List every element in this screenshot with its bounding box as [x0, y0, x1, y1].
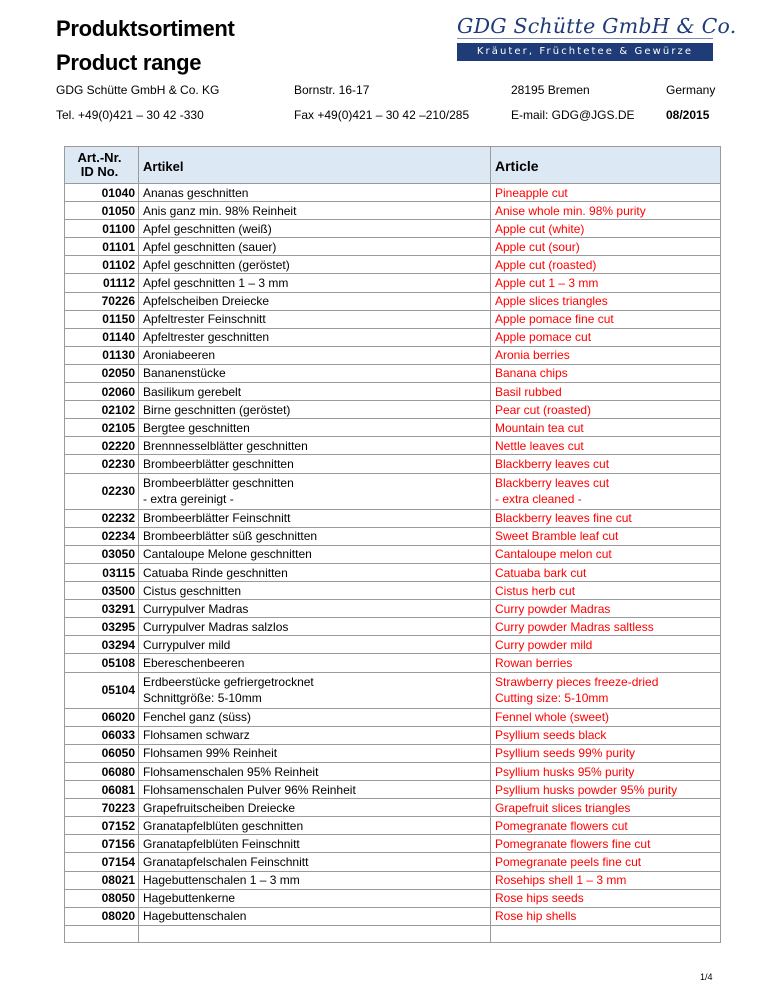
table-row — [65, 292, 721, 310]
table-row — [65, 708, 721, 726]
table-row — [65, 364, 721, 382]
article-german-cell: Bananenstücke — [139, 364, 491, 382]
contact-fax: Fax +49(0)421 – 30 42 –210/285 — [294, 108, 470, 122]
article-english-cell: Grapefruit slices triangles — [491, 799, 721, 817]
article-english-cell: Catuaba bark cut — [491, 563, 721, 581]
table-row — [65, 256, 721, 274]
article-number-cell: 07154 — [65, 853, 139, 871]
table-row — [65, 419, 721, 437]
article-german-cell: Granatapfelblüten geschnitten — [139, 817, 491, 835]
article-german-cell: Hagebuttenschalen 1 – 3 mm — [139, 871, 491, 889]
article-number-cell: 02105 — [65, 419, 139, 437]
article-german-cell: Ebereschenbeeren — [139, 654, 491, 672]
article-english-cell: Rowan berries — [491, 654, 721, 672]
article-number-cell: 02050 — [65, 364, 139, 382]
table-row — [65, 220, 721, 238]
table-row — [65, 907, 721, 925]
contact-city: 28195 Bremen — [511, 83, 590, 97]
article-english-cell: Curry powder mild — [491, 636, 721, 654]
article-english-cell: Apple cut (sour) — [491, 238, 721, 256]
header-nr-line2: ID No. — [80, 164, 119, 179]
article-number-cell: 03115 — [65, 563, 139, 581]
article-number-cell: 02230 — [65, 473, 139, 509]
table-row — [65, 618, 721, 636]
article-german-cell: Flohsamen 99% Reinheit — [139, 744, 491, 762]
article-number-cell: 03295 — [65, 618, 139, 636]
article-english-cell: Psyllium husks 95% purity — [491, 763, 721, 781]
article-number-cell: 02230 — [65, 455, 139, 473]
article-german-cell: Apfelscheiben Dreiecke — [139, 292, 491, 310]
article-number-cell: 02220 — [65, 437, 139, 455]
article-english-cell: Cistus herb cut — [491, 582, 721, 600]
article-english-cell: Pomegranate flowers fine cut — [491, 835, 721, 853]
article-english-cell: Fennel whole (sweet) — [491, 708, 721, 726]
article-german-cell: Hagebuttenschalen — [139, 907, 491, 925]
article-english-cell: Mountain tea cut — [491, 419, 721, 437]
article-number-cell: 06050 — [65, 744, 139, 762]
article-english-cell: Nettle leaves cut — [491, 437, 721, 455]
empty-table-row — [65, 925, 721, 942]
table-row — [65, 184, 721, 202]
article-english-cell: Rosehips shell 1 – 3 mm — [491, 871, 721, 889]
table-row — [65, 310, 721, 328]
article-english-line2: Cutting size: 5-10mm — [495, 691, 609, 706]
article-german-cell: Fenchel ganz (süss) — [139, 708, 491, 726]
table-row — [65, 328, 721, 346]
article-german-cell: Basilikum gerebelt — [139, 383, 491, 401]
article-english-line1: Strawberry pieces freeze-dried — [495, 675, 659, 690]
article-english-cell: Anise whole min. 98% purity — [491, 202, 721, 220]
article-number-cell: 03294 — [65, 636, 139, 654]
article-german-cell: Granatapfelblüten Feinschnitt — [139, 835, 491, 853]
article-number-cell: 01140 — [65, 328, 139, 346]
article-german-cell: Apfel geschnitten 1 – 3 mm — [139, 274, 491, 292]
table-row — [65, 473, 721, 509]
article-number-cell: 02232 — [65, 509, 139, 527]
article-english-cell: Pineapple cut — [491, 184, 721, 202]
article-english-cell: Basil rubbed — [491, 383, 721, 401]
article-german-cell: Brombeerblätter süß geschnitten — [139, 527, 491, 545]
article-english-cell: Blackberry leaves cut — [491, 455, 721, 473]
article-german-cell: Flohsamenschalen 95% Reinheit — [139, 763, 491, 781]
article-german-cell: Brombeerblätter geschnitten — [139, 455, 491, 473]
article-english-line2: - extra cleaned - — [495, 492, 582, 507]
article-english-cell: Apple pomace cut — [491, 328, 721, 346]
article-german-cell: Apfeltrester geschnitten — [139, 328, 491, 346]
article-number-cell: 02102 — [65, 401, 139, 419]
page-number: 1/4 — [700, 972, 713, 982]
article-english-cell: Apple cut 1 – 3 mm — [491, 274, 721, 292]
header-nr-line1: Art.-Nr. — [77, 150, 122, 165]
article-number-cell: 05104 — [65, 672, 139, 708]
article-german-cell: Currypulver Madras — [139, 600, 491, 618]
table-row — [65, 582, 721, 600]
article-german-cell — [139, 473, 491, 509]
article-number-cell: 08020 — [65, 907, 139, 925]
article-german-line1: Brombeerblätter geschnitten — [143, 476, 294, 491]
logo-company-name: GDG Schütte GmbH & Co. — [457, 14, 737, 38]
table-row — [65, 654, 721, 672]
table-row — [65, 527, 721, 545]
table-row — [65, 871, 721, 889]
article-english-cell: Banana chips — [491, 364, 721, 382]
table-row — [65, 763, 721, 781]
article-german-cell: Flohsamen schwarz — [139, 726, 491, 744]
article-english-cell: Psyllium seeds 99% purity — [491, 744, 721, 762]
article-german-cell: Apfeltrester Feinschnitt — [139, 310, 491, 328]
article-german-cell: Birne geschnitten (geröstet) — [139, 401, 491, 419]
table-row — [65, 636, 721, 654]
article-english-cell: Pomegranate peels fine cut — [491, 853, 721, 871]
article-german-line2: - extra gereinigt - — [143, 492, 234, 507]
article-english-cell: Cantaloupe melon cut — [491, 545, 721, 563]
article-number-cell: 01050 — [65, 202, 139, 220]
table-row — [65, 781, 721, 799]
article-german-cell: Cistus geschnitten — [139, 582, 491, 600]
article-english-cell: Apple cut (white) — [491, 220, 721, 238]
article-number-cell: 06020 — [65, 708, 139, 726]
article-german-cell: Brennnesselblätter geschnitten — [139, 437, 491, 455]
article-number-cell: 01100 — [65, 220, 139, 238]
table-row — [65, 238, 721, 256]
table-row — [65, 455, 721, 473]
article-german-cell: Currypulver Madras salzlos — [139, 618, 491, 636]
article-german-cell: Catuaba Rinde geschnitten — [139, 563, 491, 581]
article-english-cell: Apple slices triangles — [491, 292, 721, 310]
table-row — [65, 545, 721, 563]
article-number-cell: 01112 — [65, 274, 139, 292]
article-english-cell: Blackberry leaves fine cut — [491, 509, 721, 527]
contact-company: GDG Schütte GmbH & Co. KG — [56, 83, 220, 97]
article-number-cell: 07152 — [65, 817, 139, 835]
document-date: 08/2015 — [666, 108, 710, 122]
article-number-cell: 01101 — [65, 238, 139, 256]
contact-street: Bornstr. 16-17 — [294, 83, 370, 97]
article-german-line2: Schnittgröße: 5-10mm — [143, 691, 262, 706]
article-number-cell: 01130 — [65, 346, 139, 364]
article-german-line1: Erdbeerstücke gefriergetrocknet — [143, 675, 314, 690]
article-german-cell: Brombeerblätter Feinschnitt — [139, 509, 491, 527]
table-row — [65, 563, 721, 581]
article-english-cell: Pomegranate flowers cut — [491, 817, 721, 835]
article-english-cell: Psyllium husks powder 95% purity — [491, 781, 721, 799]
table-row — [65, 817, 721, 835]
table-row — [65, 383, 721, 401]
article-german-cell: Cantaloupe Melone geschnitten — [139, 545, 491, 563]
logo-tagline: Kräuter, Früchtetee & Gewürze — [457, 43, 713, 61]
article-number-cell: 01040 — [65, 184, 139, 202]
article-german-cell: Aroniabeeren — [139, 346, 491, 364]
table-row — [65, 202, 721, 220]
article-german-cell: Apfel geschnitten (weiß) — [139, 220, 491, 238]
article-german-cell: Grapefruitscheiben Dreiecke — [139, 799, 491, 817]
table-row — [65, 274, 721, 292]
table-row — [65, 346, 721, 364]
article-number-cell: 06080 — [65, 763, 139, 781]
table-row — [65, 401, 721, 419]
table-row — [65, 853, 721, 871]
article-english-cell: Pear cut (roasted) — [491, 401, 721, 419]
table-row — [65, 509, 721, 527]
article-number-cell: 70223 — [65, 799, 139, 817]
article-german-cell: Apfel geschnitten (geröstet) — [139, 256, 491, 274]
article-english-line1: Blackberry leaves cut — [495, 476, 610, 491]
article-english-cell: Apple pomace fine cut — [491, 310, 721, 328]
article-english-cell: Curry powder Madras saltless — [491, 618, 721, 636]
article-german-cell: Flohsamenschalen Pulver 96% Reinheit — [139, 781, 491, 799]
article-number-cell: 70226 — [65, 292, 139, 310]
page-title-english: Product range — [56, 50, 202, 75]
empty-cell — [139, 925, 491, 942]
header-article-english: Article — [491, 147, 721, 184]
article-number-cell: 02060 — [65, 383, 139, 401]
contact-country: Germany — [666, 83, 716, 97]
table-row — [65, 889, 721, 907]
article-number-cell: 01102 — [65, 256, 139, 274]
table-row — [65, 600, 721, 618]
article-english-cell: Rose hip shells — [491, 907, 721, 925]
article-number-cell: 06081 — [65, 781, 139, 799]
product-table — [64, 146, 721, 943]
contact-phone: Tel. +49(0)421 – 30 42 -330 — [56, 108, 204, 122]
table-row — [65, 726, 721, 744]
empty-cell — [491, 925, 721, 942]
article-german-cell: Anis ganz min. 98% Reinheit — [139, 202, 491, 220]
article-english-cell — [491, 473, 721, 509]
article-german-cell — [139, 672, 491, 708]
logo-divider — [457, 38, 713, 39]
article-german-cell: Hagebuttenkerne — [139, 889, 491, 907]
article-number-cell: 03291 — [65, 600, 139, 618]
article-number-cell: 06033 — [65, 726, 139, 744]
article-number-cell: 05108 — [65, 654, 139, 672]
article-german-cell: Granatapfelschalen Feinschnitt — [139, 853, 491, 871]
header-article-number — [65, 147, 139, 184]
article-english-cell: Aronia berries — [491, 346, 721, 364]
article-german-cell: Bergtee geschnitten — [139, 419, 491, 437]
empty-cell — [65, 925, 139, 942]
article-number-cell: 08050 — [65, 889, 139, 907]
article-english-cell: Curry powder Madras — [491, 600, 721, 618]
article-number-cell: 01150 — [65, 310, 139, 328]
table-header-row — [65, 147, 721, 184]
article-number-cell: 03050 — [65, 545, 139, 563]
article-german-cell: Apfel geschnitten (sauer) — [139, 238, 491, 256]
table-row — [65, 835, 721, 853]
article-english-cell: Apple cut (roasted) — [491, 256, 721, 274]
article-german-cell: Ananas geschnitten — [139, 184, 491, 202]
table-row — [65, 437, 721, 455]
page-title-german: Produktsortiment — [56, 16, 235, 41]
header-article-german: Artikel — [139, 147, 491, 184]
article-number-cell: 02234 — [65, 527, 139, 545]
article-number-cell: 07156 — [65, 835, 139, 853]
article-english-cell: Rose hips seeds — [491, 889, 721, 907]
article-german-cell: Currypulver mild — [139, 636, 491, 654]
company-logo — [457, 14, 737, 61]
table-row — [65, 744, 721, 762]
article-english-cell: Psyllium seeds black — [491, 726, 721, 744]
article-number-cell: 08021 — [65, 871, 139, 889]
contact-email: E-mail: GDG@JGS.DE — [511, 108, 635, 122]
article-english-cell — [491, 672, 721, 708]
article-english-cell: Sweet Bramble leaf cut — [491, 527, 721, 545]
article-number-cell: 03500 — [65, 582, 139, 600]
table-row — [65, 799, 721, 817]
table-row — [65, 672, 721, 708]
